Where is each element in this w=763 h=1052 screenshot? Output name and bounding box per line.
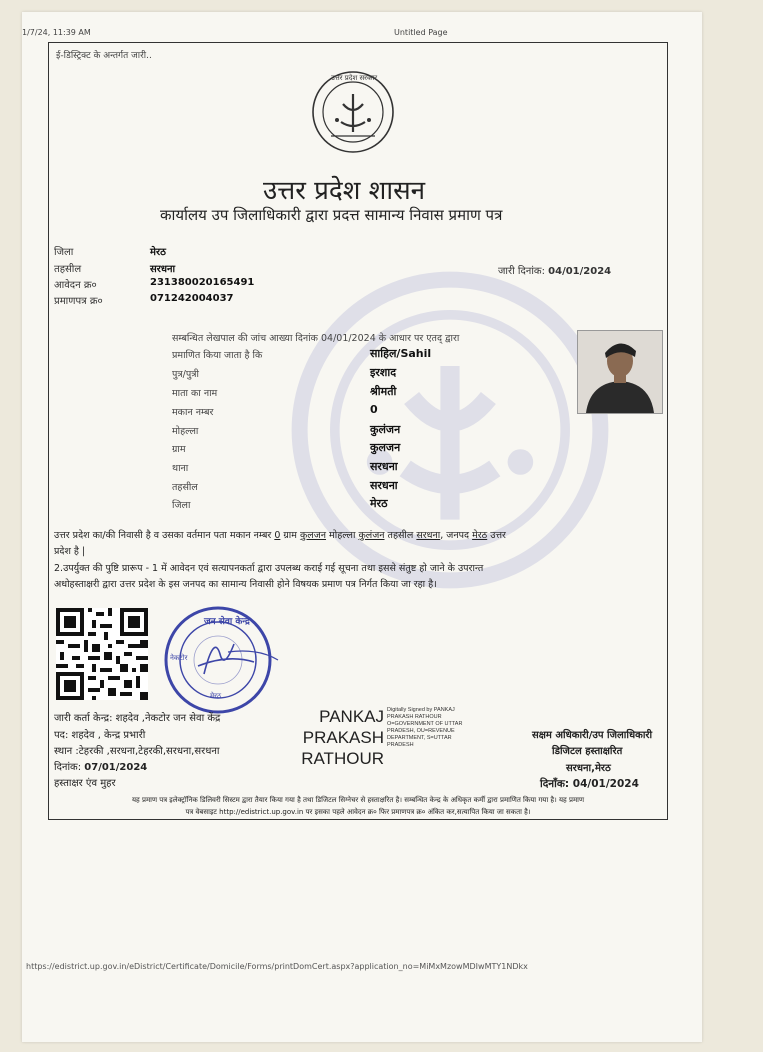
digital-signer-name	[284, 706, 384, 769]
field-label-certified: प्रमाणित किया जाता है कि	[172, 350, 263, 361]
footer-line2: पत्र वेबसाइट http://edistrict.up.gov.in पर इसका पहले आवेदन क्र० फिर प्रमाणपत्र क्र० अंकित कर,सत्यापित किया जा सकता है।	[185, 808, 531, 816]
issuer-place: स्थान :टेहरकी ,सरधना,टेहरकी,सरधना,सरधना	[54, 746, 220, 757]
field-value-mohalla: कुलंजन	[370, 423, 401, 436]
issue-date-label: जारी दिनांक:	[498, 266, 545, 277]
certificate-title: उत्तर प्रदेश शासन	[263, 176, 426, 206]
meta-label-tehsil: तहसील	[54, 264, 82, 275]
para-text-a: उत्तर प्रदेश का/की निवासी है व उसका वर्तमान पता मकान नम्बर	[54, 530, 272, 541]
footer-line1: यह प्रमाण पत्र इलेक्ट्रॉनिक डिलिवरी सिस्टम द्वारा तैयार किया गया है तथा डिजिटल सिग्नेचर से हस्ताक्षरित है। सम्बन्धित केन्द्र के अधिकृत कर्मी द्वारा प्रमाणित किया गया है। यह प्रमाण	[131, 796, 585, 804]
signer-name-line1: PANKAJ	[319, 707, 384, 726]
signer-name-line3: RATHOUR	[301, 749, 384, 768]
authority-date	[540, 777, 639, 791]
issuer-date-label: दिनांक:	[54, 762, 82, 773]
field-value-mother: श्रीमती	[370, 385, 397, 398]
sig-detail-6: PRADESH	[387, 742, 414, 748]
print-page-title: Untitled Page	[394, 28, 448, 37]
para-district: मेरठ	[472, 530, 488, 541]
sig-detail-3: O=GOVERNMENT OF UTTAR	[387, 721, 463, 727]
seal-left-text: नेकटोर	[170, 654, 188, 662]
seal-bottom-text: मेरठ	[210, 692, 222, 700]
seal-top-text: जन सेवा केन्द्र	[204, 617, 250, 627]
para-text-b: ग्राम	[283, 530, 297, 541]
para-village: कुलजन	[299, 530, 327, 541]
residence-paragraph-line2: प्रदेश है |	[54, 546, 86, 557]
issued-under-note: ई-डिस्ट्रिक्ट के अन्तर्गत जारी..	[56, 51, 152, 61]
para-mohalla: कुलंजन	[358, 530, 385, 541]
sig-detail-4: PRADESH, OU=REVENUE	[387, 728, 455, 734]
meta-value-application-no: 231380020165491	[150, 277, 255, 288]
para-tehsil: सरधना	[416, 530, 441, 541]
field-value-district: मेरठ	[370, 497, 388, 510]
field-label-tehsil: तहसील	[172, 482, 198, 493]
issue-date	[498, 263, 611, 277]
field-value-name: साहिल/Sahil	[370, 347, 432, 360]
jan-seva-kendra-seal	[158, 604, 282, 716]
emblem-caption: उत्तर प्रदेश सरकार	[331, 74, 378, 82]
meta-value-tehsil: सरधना	[150, 264, 176, 275]
field-label-mohalla: मोहल्ला	[172, 426, 199, 437]
intro-line: सम्बन्धित लेखपाल की जांच आख्या दिनांक 04/01/2024 के आधार पर एतद् द्वारा	[172, 333, 460, 344]
field-label-village: ग्राम	[172, 444, 186, 455]
print-url: https://edistrict.up.gov.in/eDistrict/Certificate/Domicile/Forms/printDomCert.aspx?application_no=MiMxMzowMDIwMTY1NDkx	[26, 962, 528, 971]
issuer-sign-label: हस्ताक्षर एंव मुहर	[54, 778, 116, 789]
digital-signature-details	[387, 707, 462, 749]
verification-footer	[52, 794, 664, 818]
field-label-child-of: पुत्र/पुत्री	[172, 369, 199, 380]
issuer-date	[54, 759, 147, 773]
meta-label-district: जिला	[54, 247, 74, 258]
print-datetime: 1/7/24, 11:39 AM	[22, 28, 91, 37]
para-text-e: , जनपद	[440, 530, 470, 541]
residence-paragraph	[54, 528, 506, 544]
sig-detail-2: PRAKASH RATHOUR	[387, 714, 442, 720]
sig-detail-5: DEPARTMENT, S=UTTAR	[387, 735, 452, 741]
field-value-father: इरशाद	[370, 366, 397, 379]
verification-paragraph-line1: 2.उपर्युक्त की पुष्टि प्रारूप - 1 में आवेदन एवं सत्यापनकर्ता द्वारा उपलब्ध कराई गई सूचना तथा इससे संतुष्ट हो जाने के उपरान्त	[54, 563, 484, 574]
signer-name-line2: PRAKASH	[302, 728, 384, 747]
issuer-post: पद: शहदेव , केन्द्र प्रभारी	[54, 730, 146, 741]
issue-date-value: 04/01/2024	[548, 266, 612, 277]
field-label-mother: माता का नाम	[172, 388, 218, 399]
certificate-subtitle: कार्यालय उप जिलाधिकारी द्वारा प्रदत्त सामान्य निवास प्रमाण पत्र	[160, 206, 503, 224]
authority-date-label: दिनाँक:	[540, 778, 570, 790]
para-text-c: मोहल्ला	[329, 530, 356, 541]
authority-sign: डिजिटल हस्ताक्षरित	[552, 746, 623, 757]
authority-place: सरधना,मेरठ	[566, 763, 611, 774]
field-value-police-station: सरधना	[370, 460, 398, 473]
meta-value-certificate-no: 071242004037	[150, 293, 234, 304]
field-value-house-no: 0	[370, 403, 378, 416]
issuer-date-value: 07/01/2024	[84, 762, 148, 773]
para-text-f: उत्तर	[490, 530, 506, 541]
field-label-district: जिला	[172, 500, 191, 511]
field-value-tehsil: सरधना	[370, 479, 398, 492]
sig-detail-1: Digitally Signed by PANKAJ	[387, 707, 455, 713]
authority-date-value: 04/01/2024	[572, 778, 639, 790]
verification-paragraph-line2: अधोहस्ताक्षरी द्वारा उत्तर प्रदेश के इस जनपद का सामान्य निवासी होने विषयक प्रमाण पत्र निर्गत किया जा रहा है।	[54, 579, 437, 590]
para-text-d: तहसील	[387, 530, 414, 541]
issuer-center: जारी कर्ता केन्द्र: शहदेव ,नेकटोर जन सेवा केंद्र	[54, 713, 221, 724]
qr-code-icon	[56, 608, 148, 700]
meta-label-certificate-no: प्रमाणपत्र क्र०	[54, 296, 103, 307]
field-value-village: कुलजन	[370, 441, 401, 454]
up-government-emblem	[311, 70, 395, 154]
person-photo-icon	[578, 331, 662, 413]
meta-value-district: मेरठ	[150, 247, 166, 258]
field-label-police-station: थाना	[172, 463, 189, 474]
meta-label-application-no: आवेदन क्र०	[54, 280, 97, 291]
field-label-house-no: मकान नम्बर	[172, 407, 214, 418]
applicant-photo	[577, 330, 663, 414]
authority-title: सक्षम अधिकारी/उप जिलाधिकारी	[532, 730, 653, 741]
para-house-no: 0	[274, 530, 281, 541]
